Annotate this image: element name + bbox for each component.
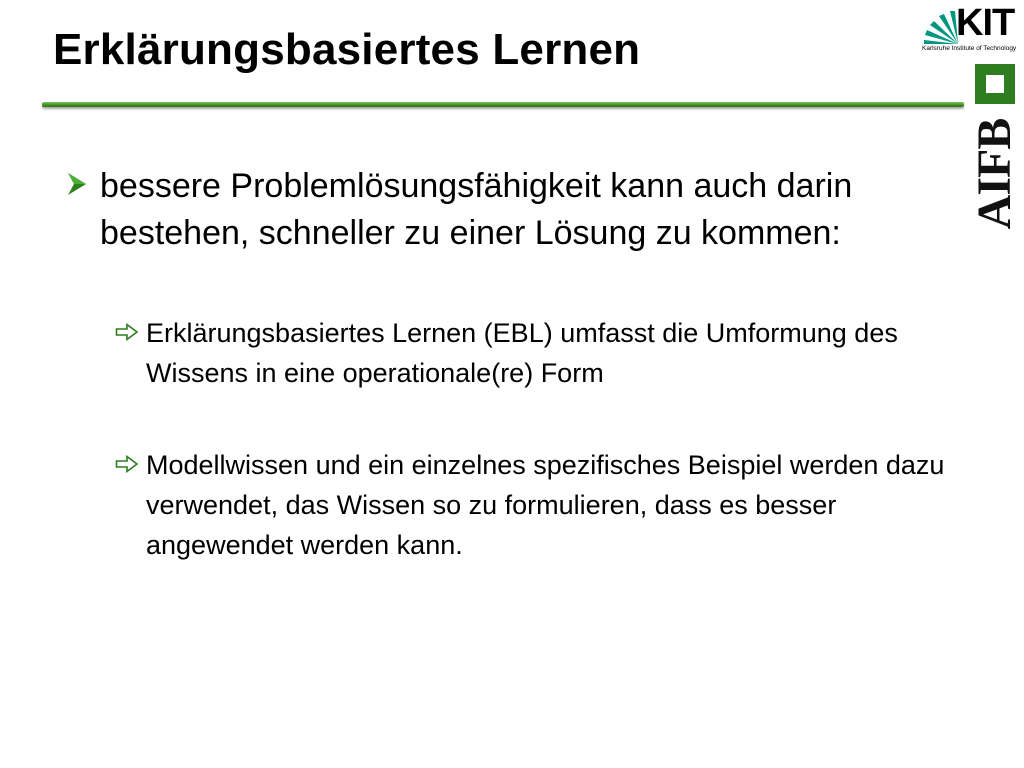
kit-fan-icon — [922, 10, 960, 44]
aifb-square-icon — [975, 64, 1015, 104]
kit-logo-letters: KIT — [956, 2, 1015, 44]
slide-title: Erklärungsbasiertes Lernen — [53, 25, 641, 74]
kit-logo-subtitle: Karlsruhe Institute of Technology — [922, 45, 1017, 52]
aifb-logo-letters: AIFB — [968, 118, 1021, 230]
arrowhead-bullet-icon — [66, 171, 88, 197]
list-item — [115, 313, 965, 393]
bullet-text: Modellwissen und ein einzelnes spezifisches Beispiel werden dazu verwendet, das Wissen so zu formulieren, dass es besser angewendet werden kann. — [146, 450, 945, 560]
kit-logo — [920, 4, 1020, 52]
outline-arrow-bullet-icon — [115, 323, 139, 341]
outline-arrow-bullet-icon — [115, 455, 139, 473]
list-item — [115, 445, 965, 565]
aifb-logo — [966, 58, 1024, 234]
list-item — [66, 163, 926, 257]
bullet-text: Erklärungsbasiertes Lernen (EBL) umfasst die Umformung des Wissens in eine operationale(re) Form — [146, 318, 898, 388]
bullet-text: bessere Problemlösungsfähigkeit kann auch darin bestehen, schneller zu einer Lösung zu kommen: — [100, 167, 853, 252]
title-divider — [42, 102, 964, 107]
